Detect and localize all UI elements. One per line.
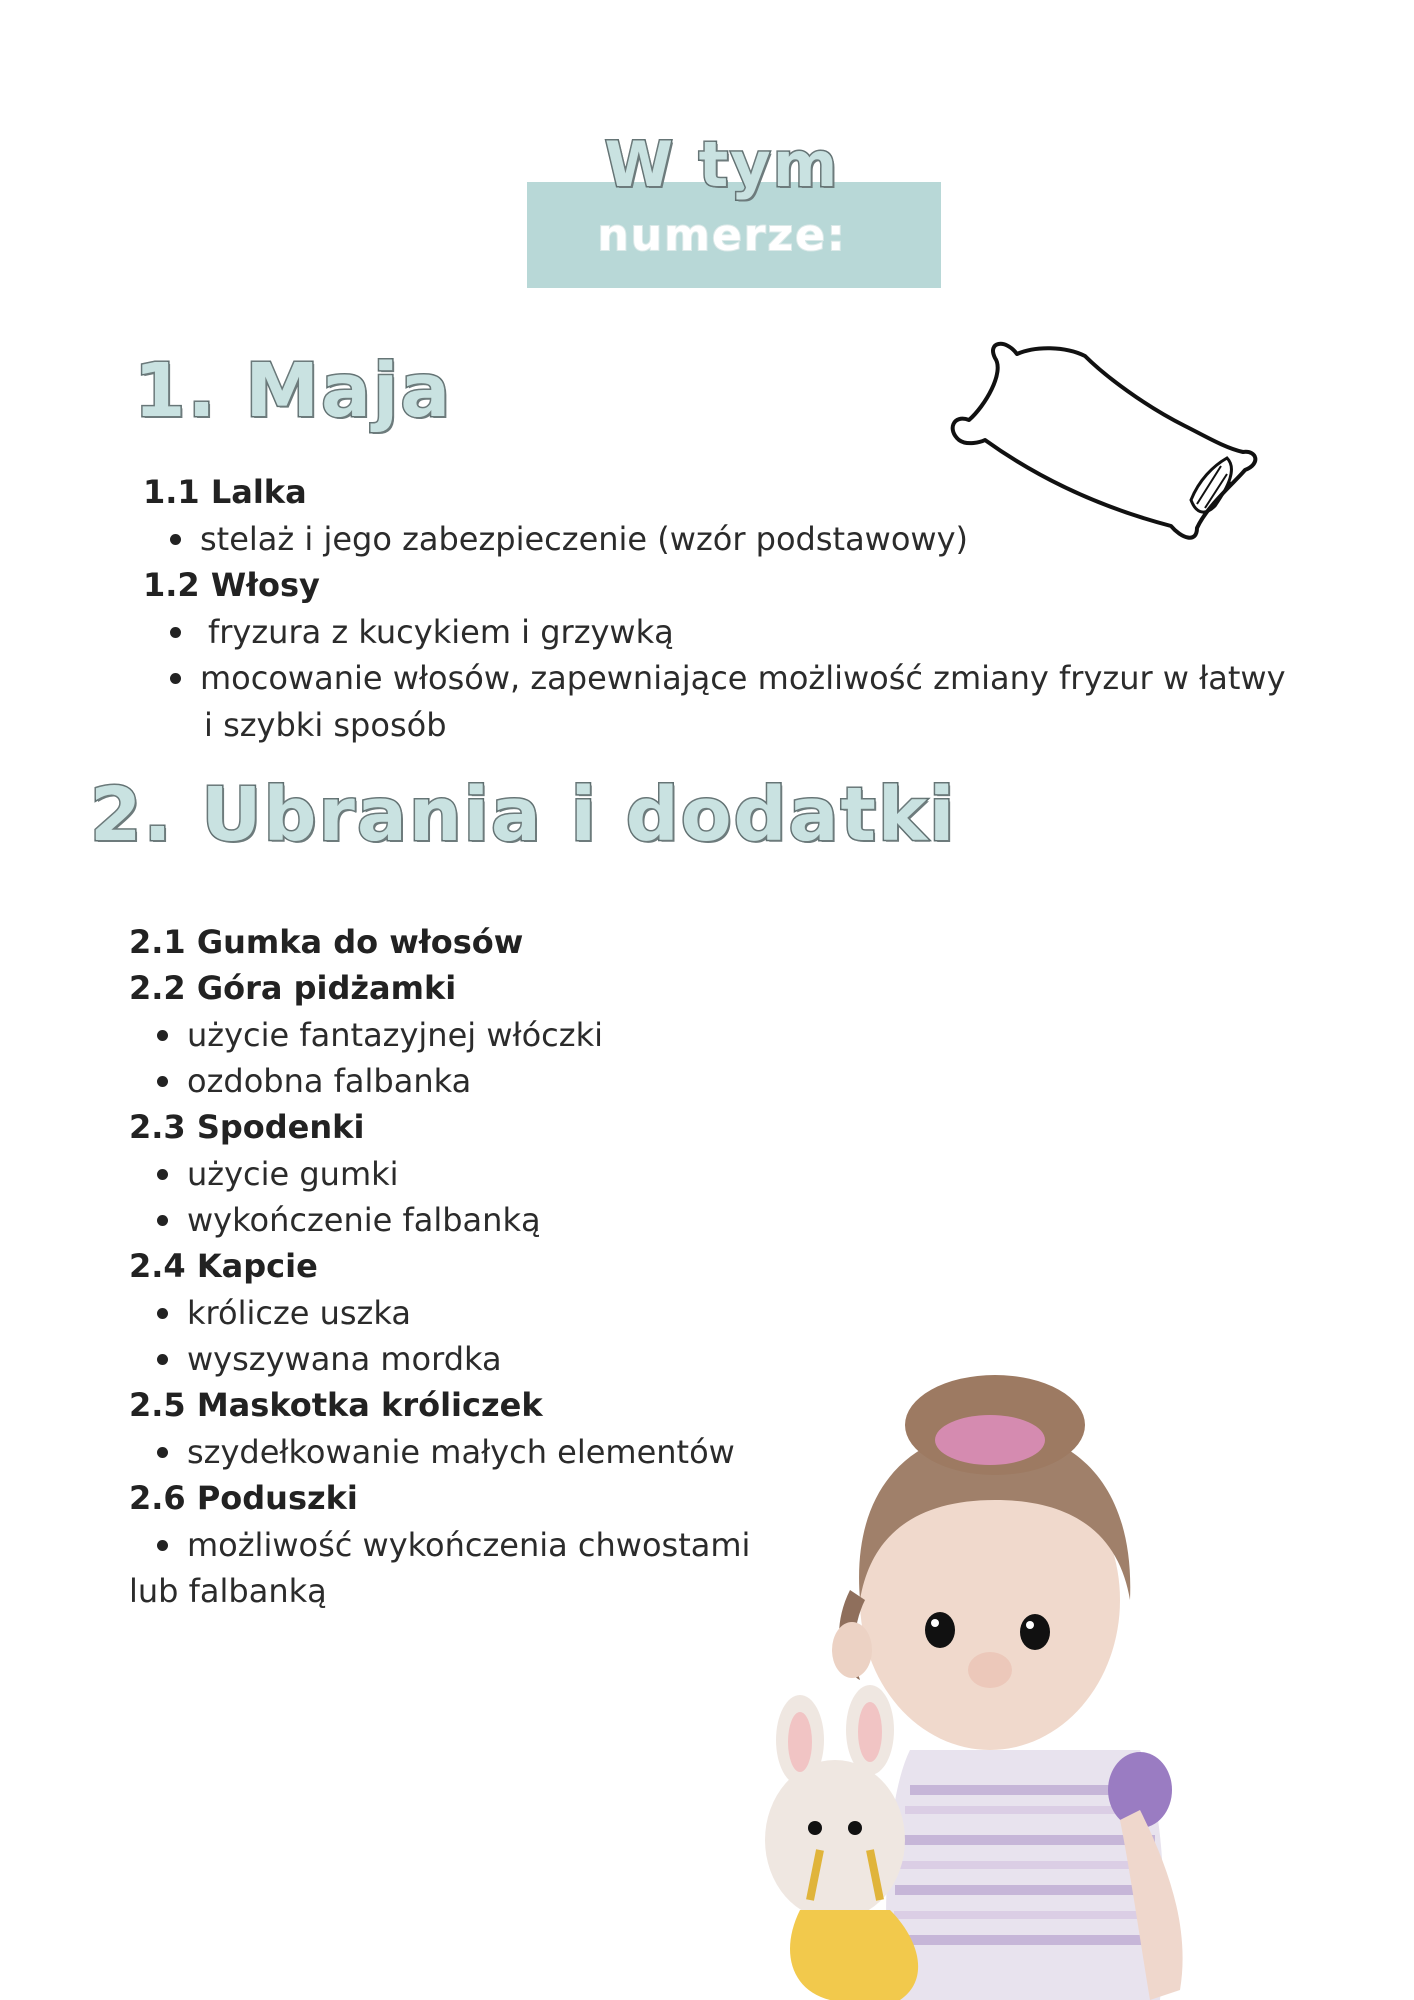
list-item: mocowanie włosów, zapewniające możliwość zmiany fryzur w łatwy [200,659,1286,697]
section1-title: 1. Maja [134,348,453,434]
subsection-maskotka: 2.5 Maskotka króliczek [129,1386,543,1424]
bullet-icon [157,1215,168,1226]
bullet-icon [170,534,181,545]
list-item-continuation: i szybki sposób [204,706,447,744]
list-item: fryzura z kucykiem i grzywką [208,613,674,651]
list-item: stelaż i jego zabezpieczenie (wzór podstawowy) [200,520,968,558]
subsection-kapcie: 2.4 Kapcie [129,1247,318,1285]
list-item: ozdobna falbanka [187,1062,471,1100]
subsection-gumka: 2.1 Gumka do włosów [129,923,524,961]
bullet-icon [157,1076,168,1087]
subsection-gora-pidzamki: 2.2 Góra pidżamki [129,969,457,1007]
bullet-icon [157,1354,168,1365]
list-item: wykończenie falbanką [187,1201,541,1239]
bullet-icon [157,1447,168,1458]
list-item: szydełkowanie małych elementów [187,1433,735,1471]
crochet-doll-photo [740,1370,1220,2000]
bullet-icon [170,673,181,684]
list-item: użycie gumki [187,1155,399,1193]
pillow-illustration-icon [945,336,1265,556]
subsection-poduszki: 2.6 Poduszki [129,1479,358,1517]
list-item: użycie fantazyjnej włóczki [187,1016,603,1054]
page-title-line2: numerze: [597,210,847,261]
bullet-icon [157,1169,168,1180]
bullet-icon [157,1308,168,1319]
subsection-spodenki: 2.3 Spodenki [129,1108,365,1146]
subsection-lalka: 1.1 Lalka [143,473,307,511]
list-item-continuation: lub falbanką [129,1572,327,1610]
list-item: możliwość wykończenia chwostami [187,1526,750,1564]
bullet-icon [170,627,181,638]
subsection-wlosy: 1.2 Włosy [143,566,320,604]
bullet-icon [157,1030,168,1041]
list-item: wyszywana mordka [187,1340,502,1378]
bullet-icon [157,1540,168,1551]
section2-title: 2. Ubrania i dodatki [90,772,957,858]
page-title-line1: W tym [604,128,840,201]
list-item: królicze uszka [187,1294,411,1332]
